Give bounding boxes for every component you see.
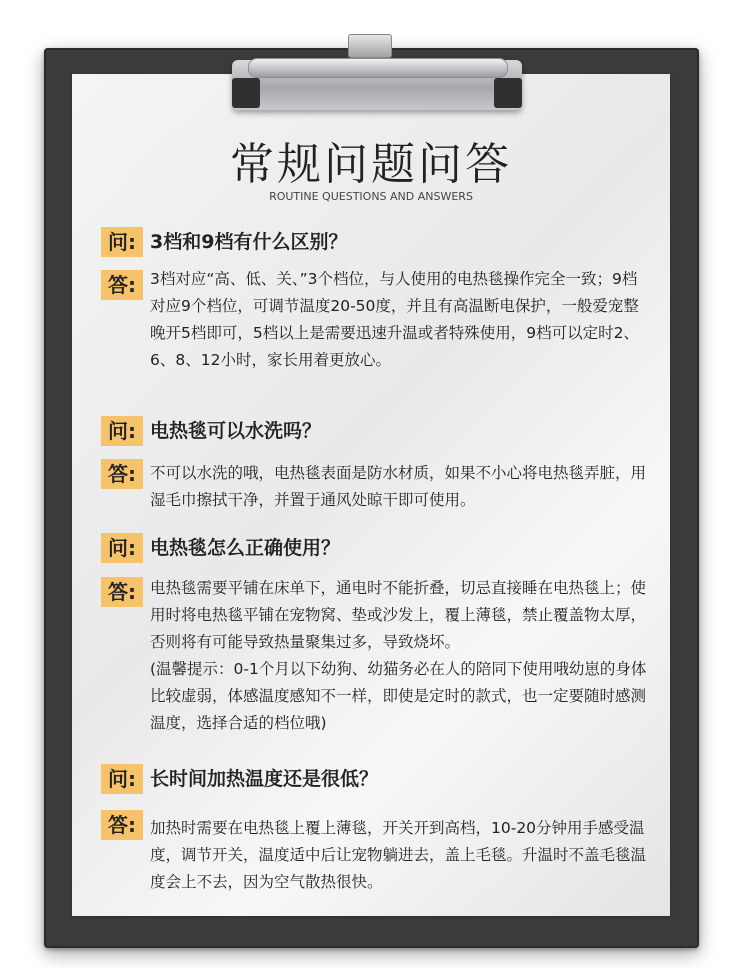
- answer-text: [150, 266, 650, 374]
- question-tag: 问:: [101, 227, 143, 257]
- answer-paragraph: 加热时需要在电热毯上覆上薄毯，开关开到高档，10-20分钟用手感受温度，调节开关，温度适中后让宠物躺进去，盖上毛毯。升温时不盖毛毯温度会上不去，因为空气散热很快。: [150, 819, 647, 891]
- question-tag: 问:: [101, 416, 143, 446]
- answer-tag: 答:: [101, 577, 143, 607]
- answer-tip: (温馨提示：0-1个月以下幼狗、幼猫务必在人的陪同下使用哦幼崽的身体比较虚弱，体感温度感知不一样，即使是定时的款式，也一定要随时感测温度，选择合适的档位哦): [150, 660, 647, 732]
- answer-paragraph: 不可以水洗的哦，电热毯表面是防水材质，如果不小心将电热毯弄脏，用湿毛巾擦拭干净，并置于通风处晾干即可使用。: [150, 464, 647, 509]
- answer-paragraph: 电热毯需要平铺在床单下，通电时不能折叠，切忌直接睡在电热毯上；使用时将电热毯平铺在宠物窝、垫或沙发上，覆上薄毯，禁止覆盖物太厚，否则将有可能导致热量聚集过多，导致烧坏。: [150, 579, 647, 651]
- answer-text: [150, 815, 650, 896]
- answer-tag: 答:: [101, 459, 143, 489]
- answer-tag: 答:: [101, 270, 143, 300]
- question-tag: 问:: [101, 533, 143, 563]
- question-tag: 问:: [101, 764, 143, 794]
- question-text: 长时间加热温度还是很低？: [150, 768, 379, 790]
- answer-tag: 答:: [101, 810, 143, 840]
- answer-text: [150, 460, 650, 514]
- question-text: 电热毯可以水洗吗？: [150, 420, 322, 442]
- question-text: 电热毯怎么正确使用？: [150, 537, 341, 559]
- page-title: 常规问题问答: [230, 139, 512, 190]
- answer-paragraph: 3档对应“高、低、关、”3个档位，与人使用的电热毯操作完全一致；9档对应9个档位，可调节温度20-50度，并且有高温断电保护，一般爱宠整晚开5档即可，5档以上是需要迅速升温或者特殊使用，9档可以定时2、6、8、12小时，家长用着更放心。: [150, 270, 639, 369]
- page-subtitle: ROUTINE QUESTIONS AND ANSWERS: [269, 190, 473, 203]
- clip-slot-left: [232, 78, 260, 108]
- clip-bar: [248, 58, 508, 78]
- clip-tab: [348, 34, 392, 58]
- clip-slot-right: [494, 78, 522, 108]
- question-text: 3档和9档有什么区别？: [150, 231, 348, 253]
- answer-text: [150, 575, 650, 737]
